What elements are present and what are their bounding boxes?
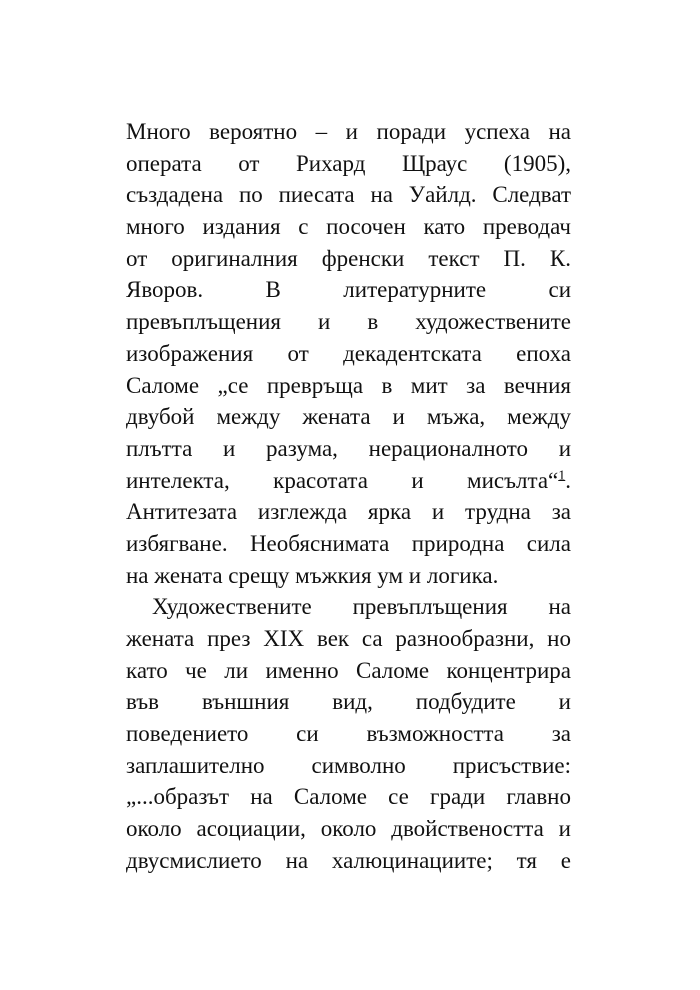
text-line: на жената срещу мъжкия ум и логика.	[126, 562, 499, 588]
text-line: плътта и разума, нерационалното и	[126, 435, 571, 461]
text-line: операта от Рихард Щраус (1905),	[126, 150, 571, 176]
text-line: избягване. Необяснимата природна сила	[126, 530, 571, 556]
footnote-tail: .	[565, 467, 571, 493]
text-line: превъплъщения и в художествените	[126, 309, 571, 335]
text-line: заплашително символно присъствие:	[126, 752, 571, 778]
text-line: като че ли именно Саломе концентрира	[126, 657, 571, 683]
text-line: двусмислието на халюцинациите; тя е	[126, 847, 571, 873]
text-line-content: интелекта, красотата и мисълта“	[126, 467, 559, 493]
text-line: двубой между жената и мъжа, между	[126, 404, 571, 430]
text-line: изображения от декадентската епоха	[126, 340, 571, 366]
text-line: Яворов. В литературните си	[126, 277, 571, 303]
text-line-with-footnote	[126, 465, 571, 497]
text-line: от оригиналния френски текст П. К.	[126, 245, 571, 271]
text-line: Антитезата изглежда ярка и трудна за	[126, 499, 571, 525]
text-line: поведението си възможността за	[126, 721, 571, 747]
body-text	[126, 116, 571, 877]
footnote-ref[interactable]: 1	[558, 467, 566, 483]
text-line: Много вероятно – и поради успеха на	[126, 119, 571, 144]
text-line: във външния вид, подбудите и	[126, 689, 571, 715]
text-line: Саломе „се превръща в мит за вечния	[126, 372, 571, 398]
text-line: много издания с посочен като преводач	[126, 214, 571, 240]
text-line: създадена по пиесата на Уайлд. Следват	[126, 182, 571, 208]
text-line: около асоциации, около двойствеността и	[126, 816, 571, 842]
text-line: „...образът на Саломе се гради главно	[126, 784, 571, 810]
text-line: Художествените превъплъщения на	[152, 594, 571, 620]
text-line: жената през XIX век са разнообразни, но	[126, 626, 571, 651]
